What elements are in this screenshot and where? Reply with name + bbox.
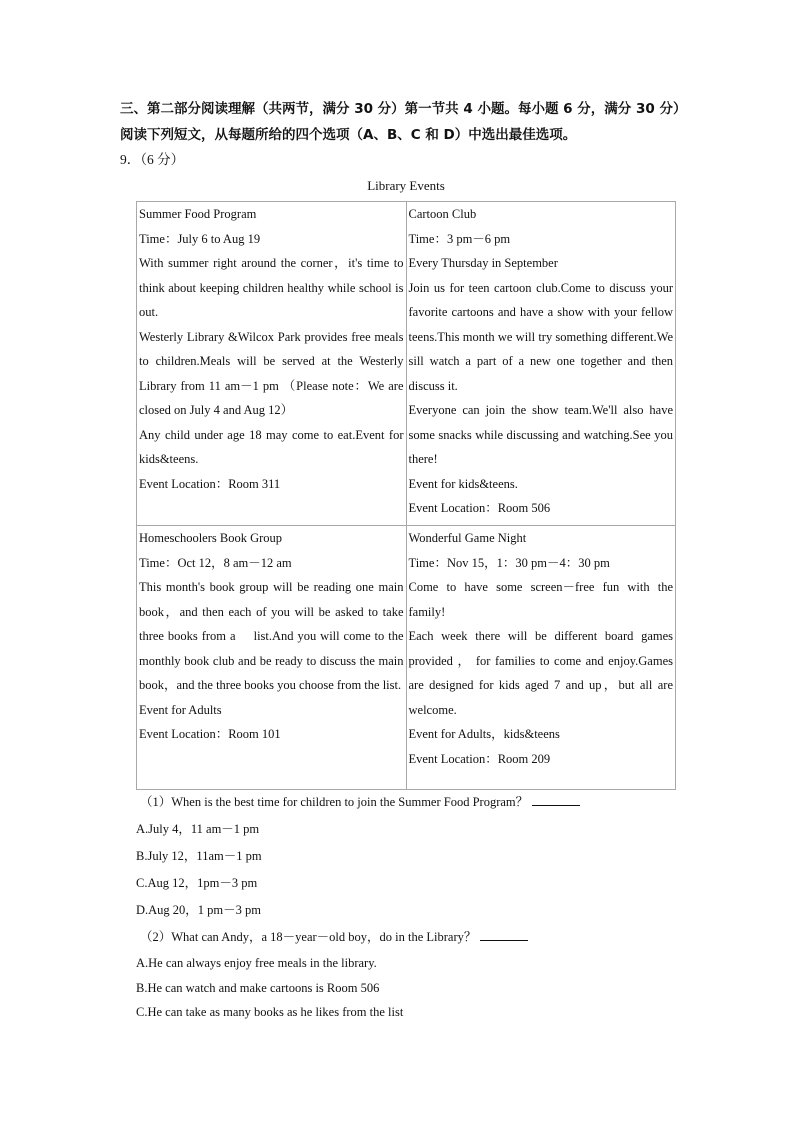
question-1-option-c: C.Aug 12，1pm－3 pm: [136, 876, 258, 890]
event-time: Time：July 6 to Aug 19: [139, 231, 261, 246]
event-title: Cartoon Club: [408, 207, 477, 221]
question-1-option-a: A.July 4，11 am－1 pm: [136, 822, 260, 836]
questions-block: [136, 789, 696, 1025]
event-location: Event Location：Room 209: [408, 751, 551, 766]
question-1-option-d: D.Aug 20，1 pm－3 pm: [136, 903, 262, 917]
event-body-paragraph: Any child under age 18 may come to eat.Event for kids&teens.: [139, 427, 404, 466]
events-table: [136, 201, 676, 790]
question-2-stem: [136, 924, 696, 951]
answer-blank: [480, 928, 528, 941]
question-1-stem: [136, 789, 696, 816]
event-location: Event Location：Room 506: [408, 501, 551, 515]
section-header-line-1: 三、第二部分阅读理解（共两节，满分 30 分）第一节共 4 小题。每小题 6 分，满分 30 分）: [120, 101, 687, 117]
event-body-paragraph: Each week there will be different board games provided ， for families to come and enjoy.Games are designed for kids aged 7 and up，but all are welcome.: [408, 629, 673, 717]
event-time: Time：Nov 15，1：30 pm－4：30 pm: [408, 555, 610, 570]
event-location: Event Location：Room 101: [139, 727, 281, 741]
event-body-paragraph: With summer right around the corner，it's time to think about keeping children healthy while school is out.: [139, 256, 404, 319]
question-2-option-a: A.He can always enjoy free meals in the library.: [136, 956, 377, 970]
event-title: Homeschoolers Book Group: [139, 531, 283, 545]
events-row-2: [137, 526, 676, 790]
table-title: Library Events: [367, 178, 445, 193]
event-body-paragraph: Come to have some screen－free fun with the family!: [408, 580, 673, 619]
question-number: 9．（6 分）: [120, 152, 185, 167]
events-row-1: [137, 202, 676, 526]
event-time: Time：3 pm－6 pm: [408, 231, 511, 246]
event-cell-cartoon-club: [406, 202, 676, 526]
question-2-option-c: C.He can take as many books as he likes from the list: [136, 1005, 404, 1019]
event-body-paragraph: Everyone can join the show team.We'll also have some snacks while discussing and watching.See you there!: [408, 403, 673, 466]
event-body-paragraph: Join us for teen cartoon club.Come to discuss your favorite cartoons and have a show with your fellow teens.This month we will try something different.We sill watch a part of a new one together and then discuss it.: [408, 280, 673, 393]
question-1-stem-text: （1）When is the best time for children to join the Summer Food Program？: [140, 795, 529, 809]
question-2-option-b: B.He can watch and make cartoons is Room 506: [136, 980, 380, 995]
answer-blank: [532, 793, 580, 806]
event-title: Wonderful Game Night: [408, 531, 527, 545]
event-time: Time：Oct 12，8 am－12 am: [139, 555, 292, 570]
section-header-line-2: 阅读下列短文，从每题所给的四个选项（A、B、C 和 D）中选出最佳选项。: [120, 127, 577, 143]
question-2-stem-text: （2）What can Andy，a 18－year－old boy，do in the Library？: [140, 930, 477, 944]
event-body-paragraph: Event for Adults: [139, 702, 222, 717]
event-cell-book-group: [137, 526, 407, 790]
event-cell-game-night: [406, 526, 676, 790]
event-title: Summer Food Program: [139, 207, 257, 221]
event-location: Event Location：Room 311: [139, 476, 281, 491]
event-body-paragraph: Event for Adults，kids&teens: [408, 727, 560, 741]
event-body-paragraph: Event for kids&teens.: [408, 476, 518, 491]
event-body-paragraph: Westerly Library &Wilcox Park provides free meals to children.Meals will be served at the Westerly Library from 11 am－1 pm （Please note：We are closed on July 4 and Aug 12）: [139, 329, 404, 417]
section-header: [120, 96, 690, 148]
question-1-option-b: B.July 12，11am－1 pm: [136, 849, 262, 863]
event-body-paragraph: This month's book group will be reading one main book，and then each of you will be asked to take three books from a list.And you will come to the monthly book club and be ready to discuss the main book，and the three books you choose from the list.: [139, 580, 404, 692]
event-body-paragraph: Every Thursday in September: [408, 256, 558, 270]
event-cell-summer-food: [137, 202, 407, 526]
